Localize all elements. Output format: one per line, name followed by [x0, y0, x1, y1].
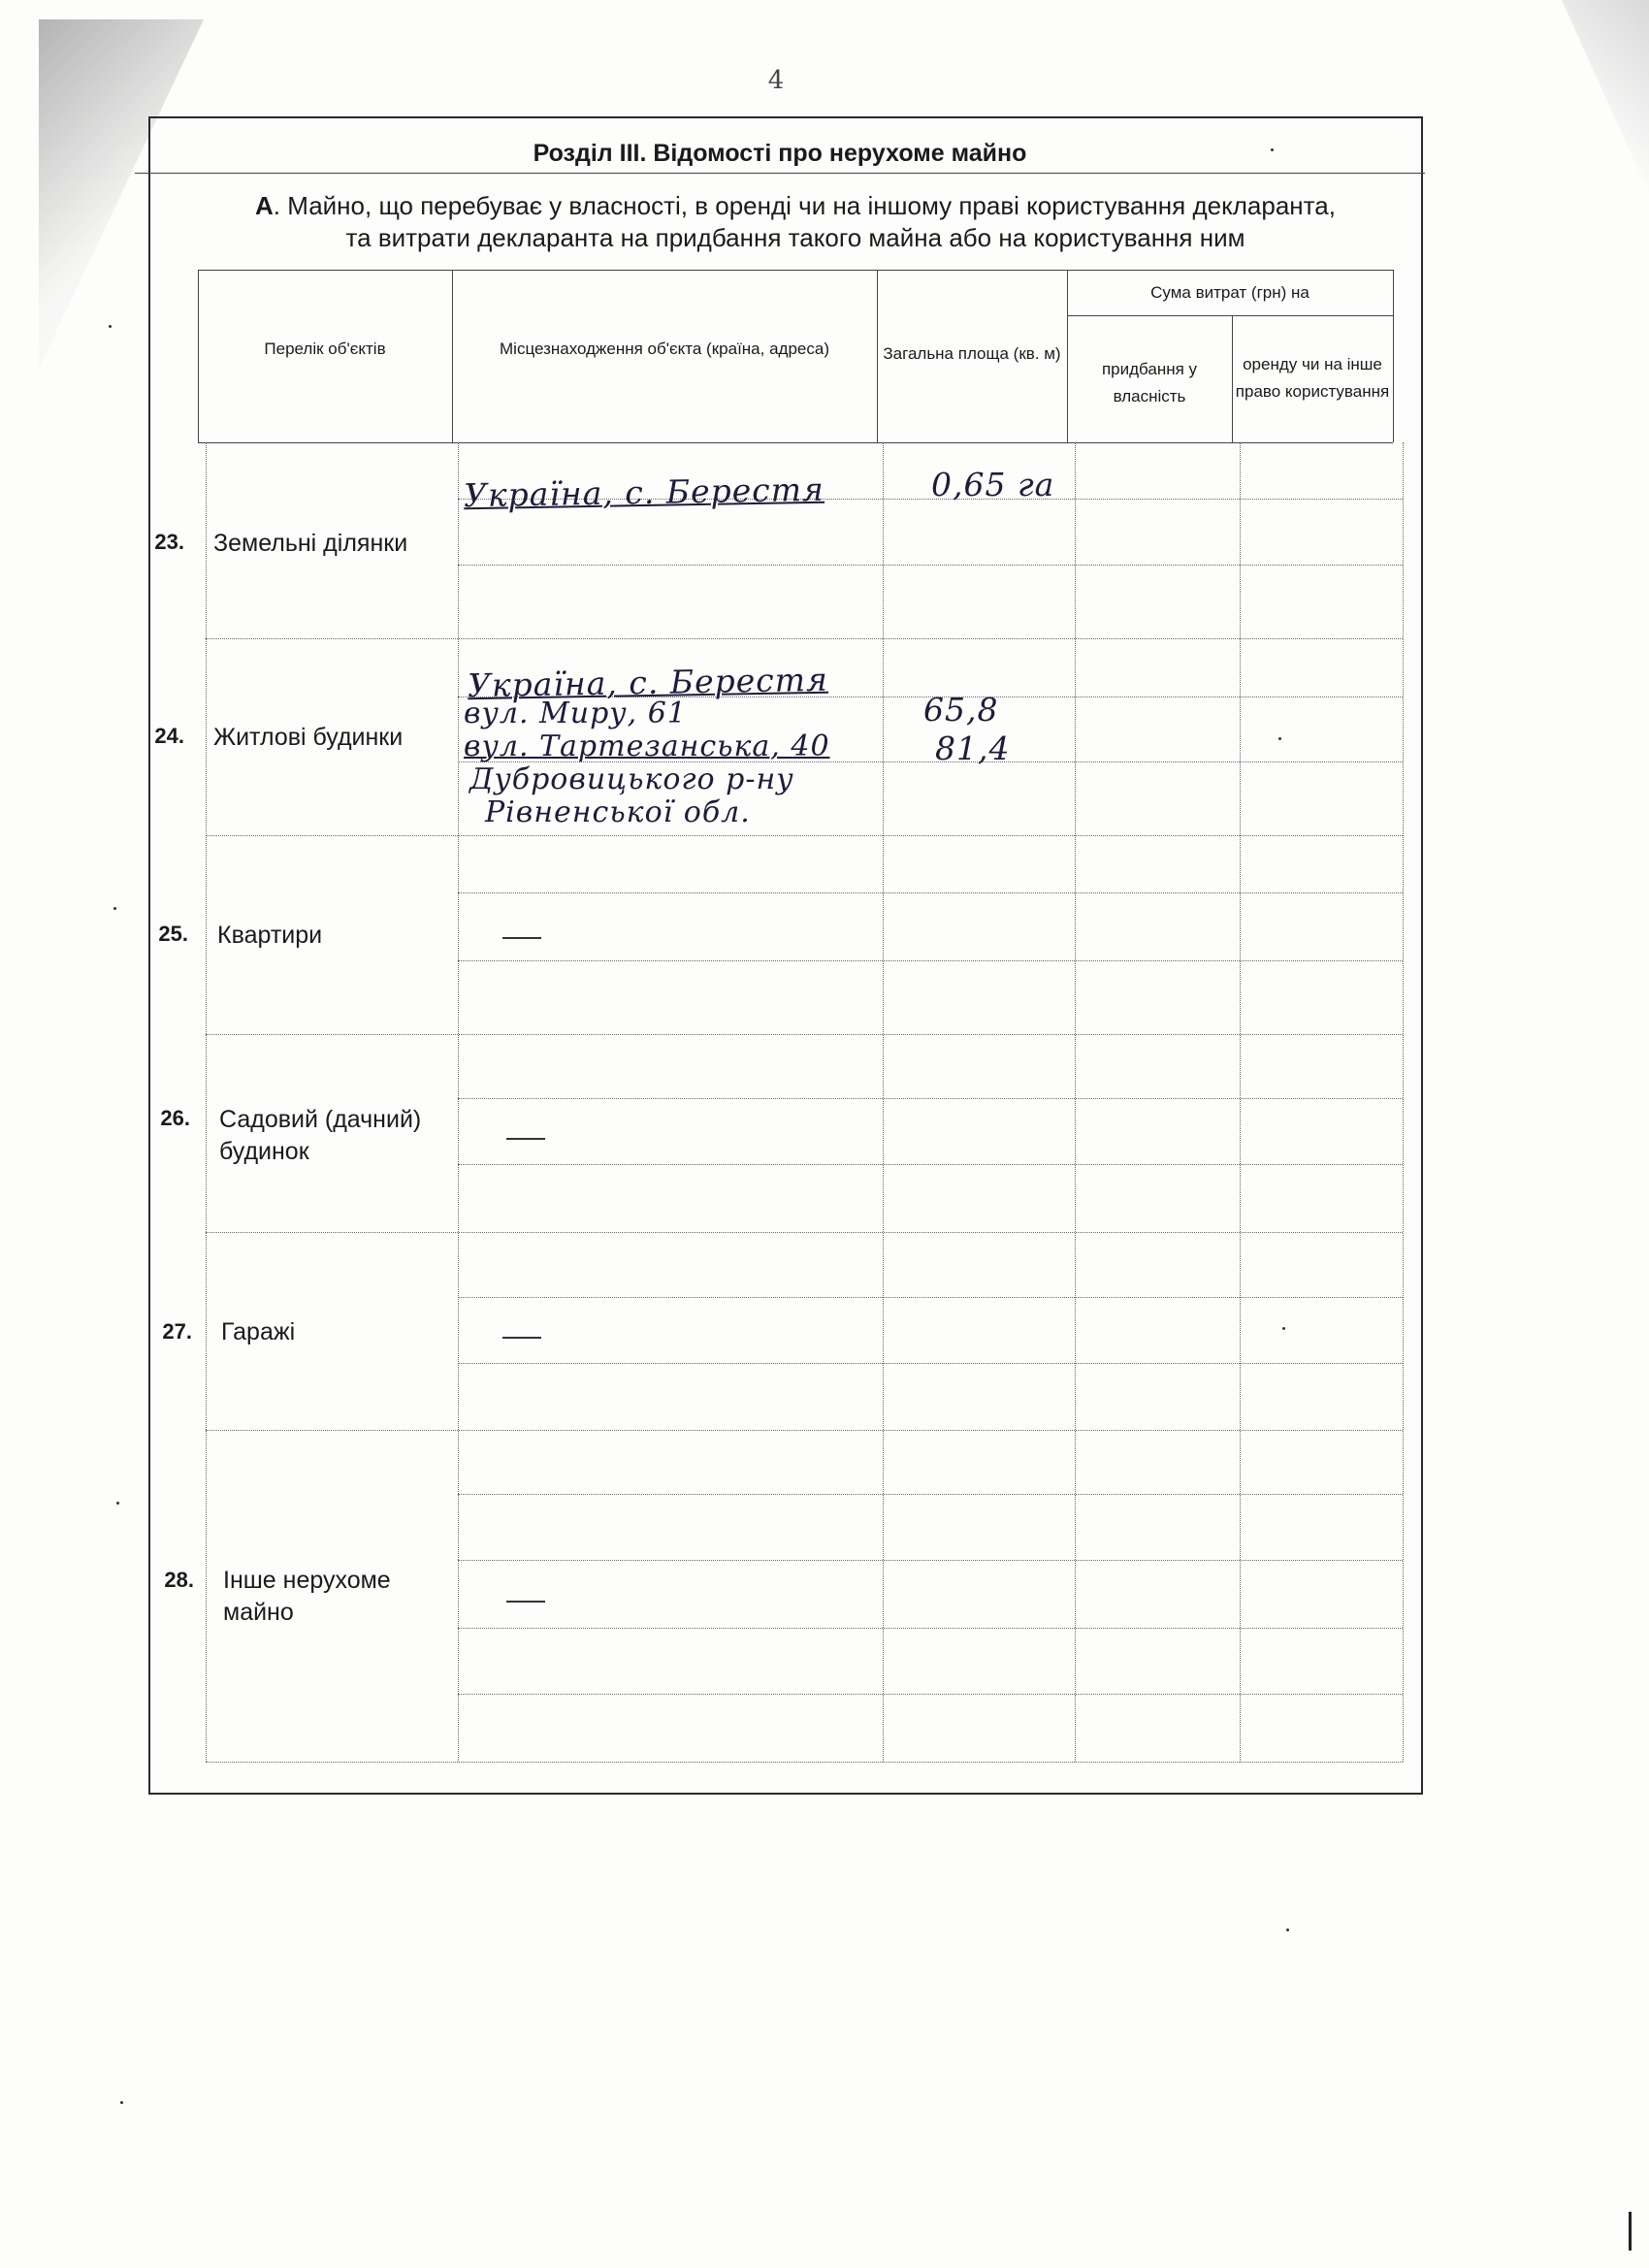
header-col-divider-3	[1067, 270, 1068, 442]
grid-col-3	[1075, 442, 1076, 1762]
row-label-country-house: Садовий (дачний) будинок	[219, 1106, 422, 1165]
row-label-other: Інше нерухоме майно	[223, 1567, 391, 1626]
subtitle-letter: А	[255, 191, 274, 220]
handwritten-house-area-2: 81,4	[935, 729, 1011, 767]
header-area: Загальна площа (кв. м)	[883, 344, 1061, 363]
handwritten-house-line5: Рівненської обл.	[485, 795, 751, 829]
empty-dash-other	[506, 1601, 545, 1603]
handwritten-house-line2: вул. Миру, 61	[464, 697, 687, 730]
scan-edge-mark	[1629, 2212, 1632, 2251]
empty-dash-garages	[502, 1337, 541, 1339]
scan-speck	[109, 325, 112, 328]
sub-row-line	[458, 1560, 1403, 1561]
row-label-houses: Житлові будинки	[213, 724, 404, 751]
header-location: Місцезнаходження об'єкта (країна, адреса)	[500, 340, 829, 358]
sub-row-line	[458, 1297, 1403, 1298]
sub-row-line	[458, 565, 1403, 566]
row-number-25: 25.	[158, 922, 188, 946]
expenses-divider	[1067, 315, 1393, 316]
handwritten-house-line3: вул. Тартезанська, 40	[464, 729, 830, 763]
row-number-28: 28.	[164, 1568, 194, 1592]
handwritten-land-location: Україна, с. Берестя	[463, 470, 825, 515]
handwritten-land-area: 0,65 га	[931, 466, 1055, 503]
sub-row-line	[458, 960, 1403, 961]
scan-speck	[1282, 1327, 1285, 1330]
scan-speck	[1286, 1928, 1289, 1931]
empty-dash-apartments	[502, 937, 541, 939]
group-separator	[206, 835, 1403, 836]
sub-row-line	[458, 1164, 1403, 1165]
grid-right	[1403, 442, 1404, 1762]
group-separator	[206, 1232, 1403, 1233]
grid-col-4	[1240, 442, 1241, 1762]
header-purchase: придбання у власність	[1101, 360, 1198, 405]
table-top-border	[198, 270, 1393, 271]
header-left-border	[198, 270, 199, 442]
subtitle-line1: . Майно, що перебуває у власності, в оренді чи на іншому праві користування декларанта,	[273, 191, 1336, 220]
scan-speck	[1271, 148, 1274, 151]
scan-speck	[113, 907, 116, 910]
handwritten-house-area-1: 65,8	[923, 691, 999, 729]
empty-dash-country-house	[506, 1138, 545, 1140]
sub-row-line	[458, 1494, 1403, 1495]
subtitle-line2: та витрати декларанта на придбання такого майна або на користування ним	[345, 223, 1245, 252]
scan-speck	[120, 2101, 123, 2104]
group-separator	[206, 638, 1403, 639]
row-label-apartments: Квартири	[217, 922, 323, 949]
header-bottom-border	[198, 442, 1393, 443]
sub-row-line	[458, 1363, 1403, 1364]
sub-row-line	[458, 1098, 1403, 1099]
sub-row-line	[458, 892, 1403, 893]
header-expenses: Сума витрат (грн) на	[1150, 283, 1310, 302]
sub-row-line	[458, 1628, 1403, 1629]
group-separator	[206, 1034, 1403, 1035]
scan-corner-shadow	[1562, 0, 1649, 194]
section-subtitle	[170, 190, 1421, 254]
row-number-27: 27.	[162, 1319, 192, 1344]
header-right-border	[1393, 270, 1394, 442]
row-label-land: Земельні ділянки	[213, 530, 408, 557]
sub-row-line	[458, 1694, 1403, 1695]
row-number-23: 23.	[154, 530, 184, 554]
row-number-24: 24.	[154, 724, 184, 748]
section-title: Розділ III. Відомості про нерухоме майно	[533, 140, 1027, 167]
handwritten-house-line4: Дубровицького р-ну	[469, 762, 794, 796]
group-separator	[206, 1430, 1403, 1431]
grid-col-1	[458, 442, 459, 1762]
row-label-garages: Гаражі	[221, 1318, 296, 1345]
header-col-divider-1	[452, 270, 453, 442]
header-col-divider-4	[1232, 315, 1233, 442]
table-bottom	[206, 1762, 1403, 1763]
grid-col-2	[883, 442, 884, 1762]
header-col-divider-2	[877, 270, 878, 442]
scan-speck	[116, 1502, 119, 1505]
page-number: 4	[767, 66, 785, 95]
scan-speck	[1278, 737, 1281, 740]
header-rent: оренду чи на інше право користування	[1235, 355, 1390, 401]
header-objects: Перелік об'єктів	[264, 340, 386, 358]
row-number-26: 26.	[160, 1106, 190, 1130]
handwritten-house-line1: Україна, с. Берестя	[467, 660, 829, 705]
title-divider	[135, 173, 1425, 174]
grid-left	[206, 442, 207, 1762]
